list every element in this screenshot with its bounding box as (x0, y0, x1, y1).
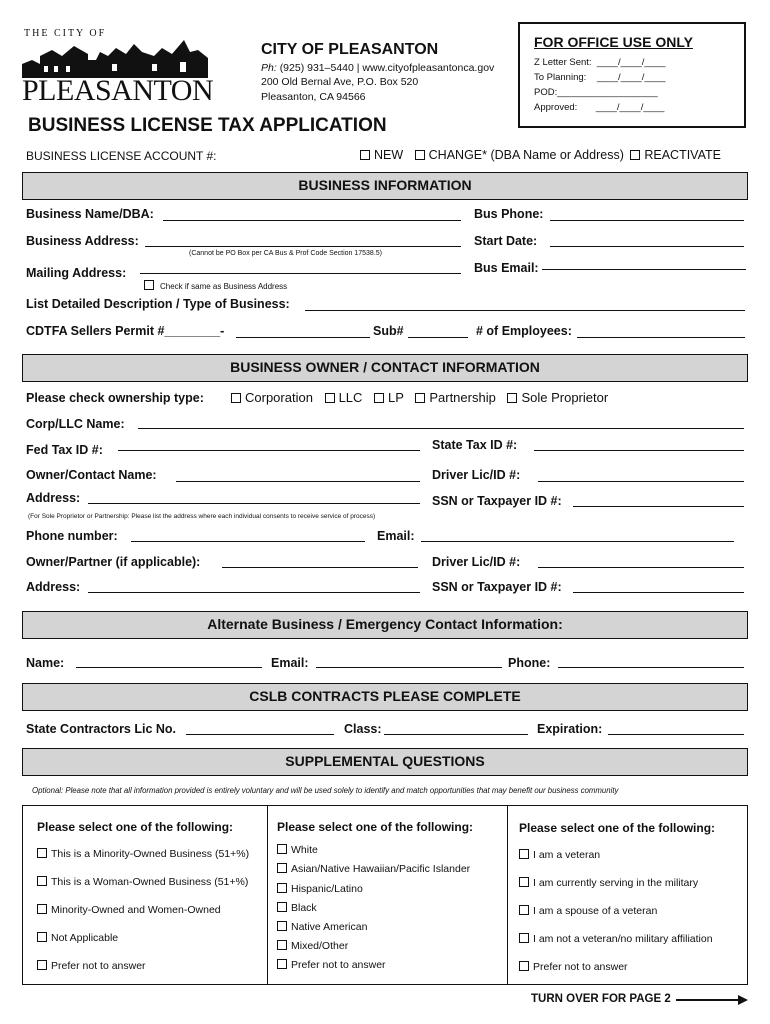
alt-phone-field[interactable] (558, 667, 744, 668)
col1-label-prefer-not: Prefer not to answer (51, 960, 146, 972)
col3-label-spouse: I am a spouse of a veteran (533, 905, 658, 917)
col1-checkbox-prefer-not[interactable] (37, 960, 47, 970)
col3-checkbox-spouse[interactable] (519, 905, 529, 915)
col1-label-both: Minority-Owned and Women-Owned (51, 904, 221, 916)
col2-option-native (277, 921, 367, 933)
col2-label-asian: Asian/Native Hawaiian/Pacific Islander (291, 863, 471, 875)
col2-label-prefer-not: Prefer not to answer (291, 959, 386, 971)
office-use-title: FOR OFFICE USE ONLY (534, 34, 693, 50)
supplemental-header: SUPPLEMENTAL QUESTIONS (22, 748, 748, 776)
phone-number-field[interactable] (131, 541, 365, 542)
col1-label-na: Not Applicable (51, 932, 119, 944)
col2-label-white: White (291, 844, 318, 856)
col1-checkbox-minority[interactable] (37, 848, 47, 858)
col3-label-none: I am not a veteran/no military affiliation (533, 933, 713, 945)
alt-phone-label: Phone: (508, 656, 551, 670)
owner-name-field[interactable] (176, 481, 420, 482)
col1-label-minority: This is a Minority-Owned Business (51+%) (51, 848, 250, 860)
same-address-label: Check if same as Business Address (160, 282, 288, 291)
col1-heading: Please select one of the following: (37, 820, 234, 834)
phone-number-label: Phone number: (26, 529, 118, 543)
office-line-z: Z Letter Sent: ____/____/____ (534, 57, 666, 68)
owner-email-label: Email: (377, 529, 415, 543)
col1-option-woman (37, 876, 248, 888)
col2-option-white (277, 844, 318, 856)
driver-lic-field[interactable] (538, 481, 744, 482)
col3-option-veteran (519, 849, 600, 861)
owner-address-field[interactable] (88, 503, 420, 504)
fed-tax-field[interactable] (118, 450, 420, 451)
col3-checkbox-veteran[interactable] (519, 849, 529, 859)
office-line-planning: To Planning: ____/____/____ (534, 72, 666, 83)
partnership-label: Partnership (429, 390, 496, 405)
same-address-checkbox[interactable] (144, 280, 154, 290)
account-label: BUSINESS LICENSE ACCOUNT #: (26, 149, 217, 163)
col1-label-woman: This is a Woman-Owned Business (51+%) (51, 876, 249, 888)
col2-option-black (277, 902, 317, 914)
driver-lic-label: Driver Lic/ID #: (432, 468, 521, 482)
business-info-header: BUSINESS INFORMATION (22, 172, 748, 200)
corp-name-field[interactable] (138, 428, 744, 429)
col2-label-native: Native American (291, 921, 368, 933)
contractor-lic-field[interactable] (186, 734, 334, 735)
col2-checkbox-white[interactable] (277, 844, 287, 854)
partner-address-field[interactable] (88, 592, 420, 593)
owner-address-note: (For Sole Proprietor or Partnership: Please list the address where each individual consents to receive service of process) (28, 513, 376, 520)
mailing-address-field[interactable] (140, 273, 461, 274)
arrow-right-icon (676, 994, 748, 1006)
city-phone (261, 62, 494, 74)
col1-checkbox-woman[interactable] (37, 876, 47, 886)
reactivate-label: REACTIVATE (644, 148, 721, 162)
col3-option-spouse (519, 905, 657, 917)
change-label: CHANGE* (DBA Name or Address) (428, 148, 624, 162)
driver-lic-2-field[interactable] (538, 567, 744, 568)
city-address-2: Pleasanton, CA 94566 (261, 91, 366, 103)
lp-checkbox[interactable] (374, 393, 384, 403)
ssn-2-label: SSN or Taxpayer ID #: (432, 580, 562, 594)
office-use-box (518, 22, 746, 128)
change-checkbox[interactable] (415, 150, 425, 160)
owner-name-label: Owner/Contact Name: (26, 468, 157, 482)
fed-tax-label: Fed Tax ID #: (26, 443, 103, 457)
city-address-1: 200 Old Bernal Ave, P.O. Box 520 (261, 76, 419, 88)
state-tax-field[interactable] (534, 450, 744, 451)
col3-label-serving: I am currently serving in the military (533, 877, 699, 889)
logo-wordmark: PLEASANTON (22, 74, 214, 107)
city-logo (22, 28, 222, 110)
employees-field[interactable] (577, 337, 745, 338)
office-line-pod: POD:___________________ (534, 87, 658, 98)
business-name-label: Business Name/DBA: (26, 207, 154, 221)
col3-option-none (519, 933, 713, 945)
col2-checkbox-prefer-not[interactable] (277, 959, 287, 969)
sub-field[interactable] (408, 337, 468, 338)
col3-checkbox-serving[interactable] (519, 877, 529, 887)
ssn-field[interactable] (573, 506, 744, 507)
description-field[interactable] (305, 310, 745, 311)
cdtfa-field[interactable] (236, 337, 370, 338)
business-name-field[interactable] (163, 220, 461, 221)
ssn-label: SSN or Taxpayer ID #: (432, 494, 562, 508)
owner-email-field[interactable] (421, 541, 734, 542)
col1-option-na (37, 932, 118, 944)
bus-email-label: Bus Email: (474, 261, 539, 275)
col2-checkbox-mixed[interactable] (277, 940, 287, 950)
city-name: CITY OF PLEASANTON (261, 41, 439, 58)
partnership-checkbox[interactable] (415, 393, 425, 403)
col1-checkbox-both[interactable] (37, 904, 47, 914)
partner-label: Owner/Partner (if applicable): (26, 555, 201, 569)
corporation-label: Corporation (245, 390, 313, 405)
business-address-note: (Cannot be PO Box per CA Bus & Prof Code Section 17538.5) (189, 250, 382, 257)
llc-label: LLC (338, 390, 363, 405)
logo-top-text: THE CITY OF (24, 28, 107, 39)
col2-label-black: Black (291, 902, 317, 914)
lp-label: LP (388, 390, 404, 405)
ssn-2-field[interactable] (573, 592, 744, 593)
col2-checkbox-native[interactable] (277, 921, 287, 931)
contractor-lic-label: State Contractors Lic No. (26, 722, 177, 736)
business-address-field[interactable] (145, 246, 461, 247)
business-address-label: Business Address: (26, 234, 139, 248)
col3-option-serving (519, 877, 698, 889)
account-options (360, 148, 721, 162)
col1-option-minority (37, 848, 249, 860)
cdtfa-label: CDTFA Sellers Permit #________- (26, 324, 225, 338)
class-field[interactable] (384, 734, 528, 735)
col2-label-mixed: Mixed/Other (291, 940, 349, 952)
cslb-header: CSLB CONTRACTS PLEASE COMPLETE (22, 683, 748, 711)
alt-name-label: Name: (26, 656, 65, 670)
owner-address-label: Address: (26, 491, 81, 505)
col2-option-asian (277, 863, 470, 875)
col2-option-hispanic (277, 883, 363, 895)
expiration-label: Expiration: (537, 722, 603, 736)
bus-phone-label: Bus Phone: (474, 207, 544, 221)
llc-checkbox[interactable] (325, 393, 335, 403)
employees-label: # of Employees: (476, 324, 572, 338)
state-tax-label: State Tax ID #: (432, 438, 518, 452)
sole-proprietor-checkbox[interactable] (507, 393, 517, 403)
form-title: BUSINESS LICENSE TAX APPLICATION (28, 115, 387, 136)
col3-checkbox-none[interactable] (519, 933, 529, 943)
partner-address-label: Address: (26, 580, 81, 594)
alternate-header: Alternate Business / Emergency Contact Information: (22, 611, 748, 639)
supplemental-table (22, 805, 748, 985)
column-divider-2 (507, 806, 508, 984)
col1-checkbox-na[interactable] (37, 932, 47, 942)
driver-lic-2-label: Driver Lic/ID #: (432, 555, 521, 569)
col2-label-hispanic: Hispanic/Latino (291, 883, 363, 895)
start-date-label: Start Date: (474, 234, 538, 248)
col3-checkbox-prefer-not[interactable] (519, 961, 529, 971)
partner-field[interactable] (222, 567, 418, 568)
turn-over-label: TURN OVER FOR PAGE 2 (531, 993, 671, 1005)
corporation-checkbox[interactable] (231, 393, 241, 403)
phone-web: (925) 931–5440 | www.cityofpleasantonca.gov (279, 62, 495, 74)
alt-email-label: Email: (271, 656, 309, 670)
bus-phone-field[interactable] (550, 220, 744, 221)
new-checkbox[interactable] (360, 150, 370, 160)
owner-info-header: BUSINESS OWNER / CONTACT INFORMATION (22, 354, 748, 382)
col3-label-veteran: I am a veteran (533, 849, 601, 861)
alt-name-field[interactable] (76, 667, 262, 668)
col2-heading: Please select one of the following: (277, 820, 474, 834)
mailing-address-label: Mailing Address: (26, 266, 127, 280)
col2-checkbox-black[interactable] (277, 902, 287, 912)
col2-checkbox-asian[interactable] (277, 863, 287, 873)
col2-option-mixed (277, 940, 348, 952)
class-label: Class: (344, 722, 382, 736)
col3-option-prefer-not (519, 961, 628, 973)
corp-name-label: Corp/LLC Name: (26, 417, 125, 431)
start-date-field[interactable] (550, 246, 744, 247)
office-line-approved: Approved: ____/____/____ (534, 102, 665, 113)
alt-email-field[interactable] (316, 667, 502, 668)
col1-option-both (37, 904, 221, 916)
supplemental-note: Optional: Please note that all information provided is entirely voluntary and will be used solely to identify and match opportunities that may benefit our business community (32, 786, 619, 795)
col1-option-prefer-not (37, 960, 146, 972)
ownership-options (231, 390, 608, 405)
col2-checkbox-hispanic[interactable] (277, 883, 287, 893)
expiration-field[interactable] (608, 734, 744, 735)
phone-prefix: Ph: (261, 62, 277, 74)
reactivate-checkbox[interactable] (630, 150, 640, 160)
description-label: List Detailed Description / Type of Business: (26, 297, 290, 311)
column-divider-1 (267, 806, 268, 984)
new-label: NEW (374, 148, 404, 162)
same-address-option (144, 280, 287, 291)
sole-proprietor-label: Sole Proprietor (521, 390, 609, 405)
col3-label-prefer-not: Prefer not to answer (533, 961, 628, 973)
col2-option-prefer-not (277, 959, 386, 971)
ownership-label: Please check ownership type: (26, 391, 204, 405)
bus-email-field[interactable] (542, 269, 746, 270)
sub-label: Sub# (373, 324, 404, 338)
col3-heading: Please select one of the following: (519, 821, 716, 835)
